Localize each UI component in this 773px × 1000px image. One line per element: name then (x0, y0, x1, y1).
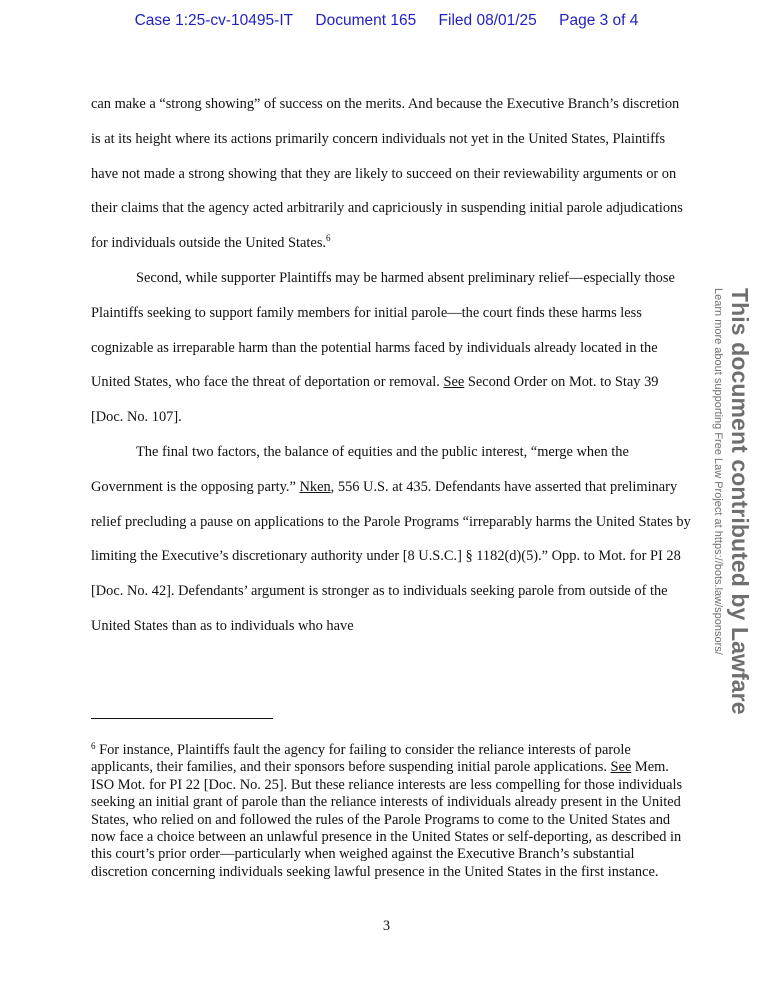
body-text (91, 87, 691, 644)
case-number: Case 1:25-cv-10495-IT (134, 12, 294, 29)
footnote-separator (91, 718, 273, 719)
footnote: $^6$ For instance, Plaintiffs fault the agency for failing to consider the reliance interests of parole applicants, their families, and their sponsors before suspending initial parole applications. See Mem. ISO Mot. for PI 22 [Doc. No. 25]. But these reliance interests are less compelling for those individuals seeking an initial grant of parole than the reliance interests of individuals already present in the United States, who relied on and followed the rules of the Parole Programs to come to the United States and now face a choice between an unlawful presence in the United States or self-deporting, as described in this court’s prior order—particularly when weighed against the Executive Branch’s substantial discretion concerning individuals seeking lawful presence in the United States in the first instance. (91, 741, 683, 880)
paragraph-3: The final two factors, the balance of equities and the public interest, “merge when the Government is the opposing party.” Nken, 556 U.S. at 435. Defendants have asserted that preliminary relief precluding a pause on applications to the Parole Programs “irreparably harms the United States by limiting the Executive’s discretionary authority under [8 U.S.C.] § 1182(d)(5).” Opp. to Mot. for PI 28 [Doc. No. 42]. Defendants’ argument is stronger as to individuals seeking parole from outside of the United States than as to individuals who have (91, 443, 691, 634)
footnote-reference: 6 (326, 233, 331, 244)
filed-date: Filed 08/01/25 (438, 12, 537, 29)
footnote-citation-signal: See (610, 759, 632, 776)
paragraph-2: Second, while supporter Plaintiffs may be harmed absent preliminary relief—especially those Plaintiffs seeking to support family members for initial parole—the court finds these harms less cognizable as irreparable harm than the potential harms faced by individuals already located in the United States, who face the threat of deportation or removal. See Second Order on Mot. to Stay 39 [Doc. No. 107]. (91, 269, 675, 426)
contributor-watermark (704, 288, 754, 718)
case-citation: Nken (299, 478, 331, 495)
citation-signal: See (443, 374, 465, 391)
watermark-subtitle: Learn more about supporting Free Law Project at https://bots.law/sponsors/ (712, 288, 724, 655)
footnote-number: 6 (91, 741, 96, 751)
document-number: Document 165 (315, 12, 417, 29)
ecf-header (0, 12, 773, 30)
watermark-title: This document contributed by Lawfare (727, 288, 753, 715)
page-number: 3 (382, 918, 391, 934)
page-indicator: Page 3 of 4 (559, 12, 639, 29)
paragraph-1: can make a “strong showing” of success on the merits. And because the Executive Branch’s discretion is at its height where its actions primarily concern individuals not yet in the United States, Plaintiffs have not made a strong showing that they are likely to succeed on their reviewability arguments or on their claims that the agency acted arbitrarily and capriciously in suspending initial parole adjudications for individuals outside the United States.$^6$ (91, 96, 683, 252)
